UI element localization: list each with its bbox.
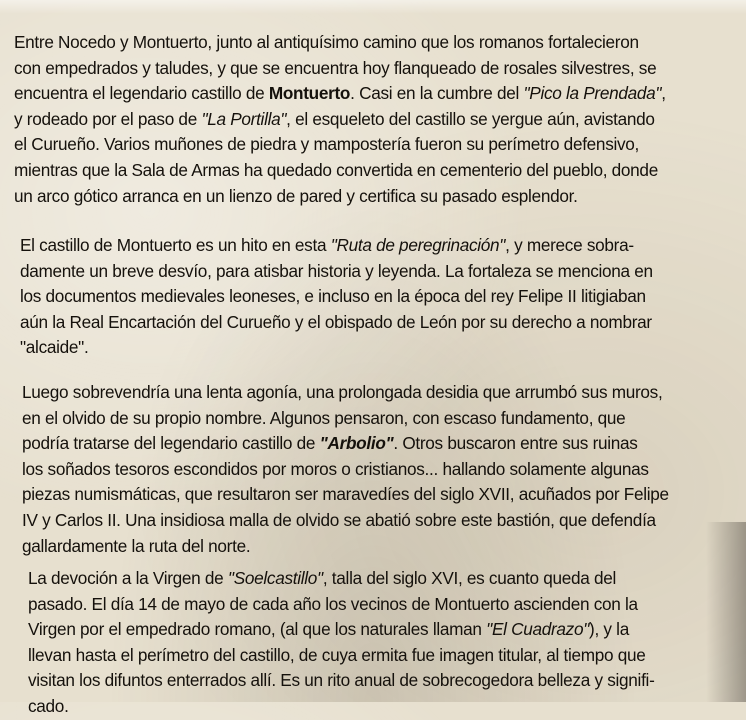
paragraph-2-line-4: aún la Real Encartación del Curueño y el obispado de León por su derecho a nombrar (20, 311, 652, 332)
paragraph-3-line-7: gallardamente la ruta del norte. (22, 535, 251, 556)
paragraph-2-line-1 (20, 233, 730, 259)
paragraph-2-line-3: los documentos medievales leoneses, e incluso en la época del rey Felipe II litigiaban (20, 286, 646, 307)
text-run: y rodeado por el paso de (14, 108, 202, 129)
paragraph-1-line-4 (14, 107, 736, 133)
paragraph-1-line-5: el Curueño. Varios muñones de piedra y mampostería fueron su perímetro defensivo, (14, 134, 640, 155)
paragraph-4-line-3 (28, 617, 728, 643)
paragraph-3-line-6: IV y Carlos II. Una insidiosa malla de olvido se abatió sobre este bastión, que defendía (22, 509, 656, 530)
paper-highlight (0, 0, 746, 14)
paragraph-3-line-3 (22, 431, 728, 457)
text-run: El castillo de Montuerto es un hito en esta (20, 235, 331, 255)
paragraph-3-line-2: en el olvido de su propio nombre. Algunos pensaron, con escaso fundamento, que (22, 407, 626, 428)
paragraph-3-line-5: piezas numismáticas, que resultaron ser maravedíes del siglo XVII, acuñados por Felipe (22, 484, 669, 505)
paragraph-1-line-2: con empedrados y taludes, y que se encuentra hoy flanqueado de rosales silvestres, se (14, 57, 657, 78)
text-run: , talla del siglo XVI, es cuanto queda del (322, 568, 617, 588)
text-run: . Otros buscaron entre sus ruinas (393, 433, 638, 454)
paragraph-1-line-1: Entre Nocedo y Montuerto, junto al antiquísimo camino que los romanos fortalecieron (14, 32, 639, 52)
paragraph-1-line-7: un arco gótico arranca en un lienzo de pared y certifica su pasado esplendor. (14, 185, 578, 206)
page-edge-shadow (706, 522, 746, 702)
paragraph-2-line-2: damente un breve desvío, para atisbar historia y leyenda. La fortaleza se menciona en (20, 260, 653, 281)
virgin-name: "Soelcastillo" (227, 568, 323, 588)
text-run: encuentra el legendario castillo de (14, 83, 269, 104)
paragraph-1-line-3 (14, 81, 736, 107)
paragraph-4-line-6: cado. (28, 695, 69, 716)
text-run: , (661, 83, 666, 104)
paragraph-4-line-5: visitan los difuntos enterrados allí. Es un rito anual de sobrecogedora belleza y signifi- (28, 670, 655, 691)
paragraph-4-line-4: llevan hasta el perímetro del castillo, de cuya ermita fue imagen titular, al tiempo que (28, 644, 646, 665)
paragraph-1 (14, 30, 736, 209)
paragraph-3 (22, 380, 728, 559)
castle-name: Montuerto (268, 83, 351, 104)
pass-name: "La Portilla" (201, 108, 287, 129)
text-run: Virgen por el empedrado romano, (al que los naturales llaman (28, 619, 487, 640)
text-run: , el esqueleto del castillo se yergue aún, avistando (286, 108, 655, 129)
legendary-castle-name: "Arbolio" (319, 433, 394, 454)
paragraph-4-line-1 (28, 566, 728, 592)
text-run: La devoción a la Virgen de (28, 568, 228, 588)
text-run: , y merece sobra- (505, 235, 634, 255)
road-name: "El Cuadrazo" (486, 619, 590, 640)
route-name: "Ruta de peregrinación" (330, 235, 506, 255)
text-run: . Casi en la cumbre del (350, 83, 524, 104)
paragraph-2-line-5: "alcaide". (20, 337, 89, 358)
paragraph-1-line-6: mientras que la Sala de Armas ha quedado convertida en cementerio del pueblo, donde (14, 159, 658, 180)
paragraph-3-line-1: Luego sobrevendría una lenta agonía, una prolongada desidia que arrumbó sus muros, (22, 382, 663, 402)
peak-name: "Pico la Prendada" (523, 83, 662, 104)
paragraph-4-line-2: pasado. El día 14 de mayo de cada año los vecinos de Montuerto ascienden con la (28, 593, 638, 614)
text-run: podría tratarse del legendario castillo de (22, 433, 320, 454)
paragraph-2 (20, 233, 730, 361)
paragraph-3-line-4: los soñados tesoros escondidos por moros o cristianos... hallando solamente algunas (22, 458, 649, 479)
paragraph-4 (28, 566, 728, 720)
text-run: ), y la (589, 619, 629, 640)
